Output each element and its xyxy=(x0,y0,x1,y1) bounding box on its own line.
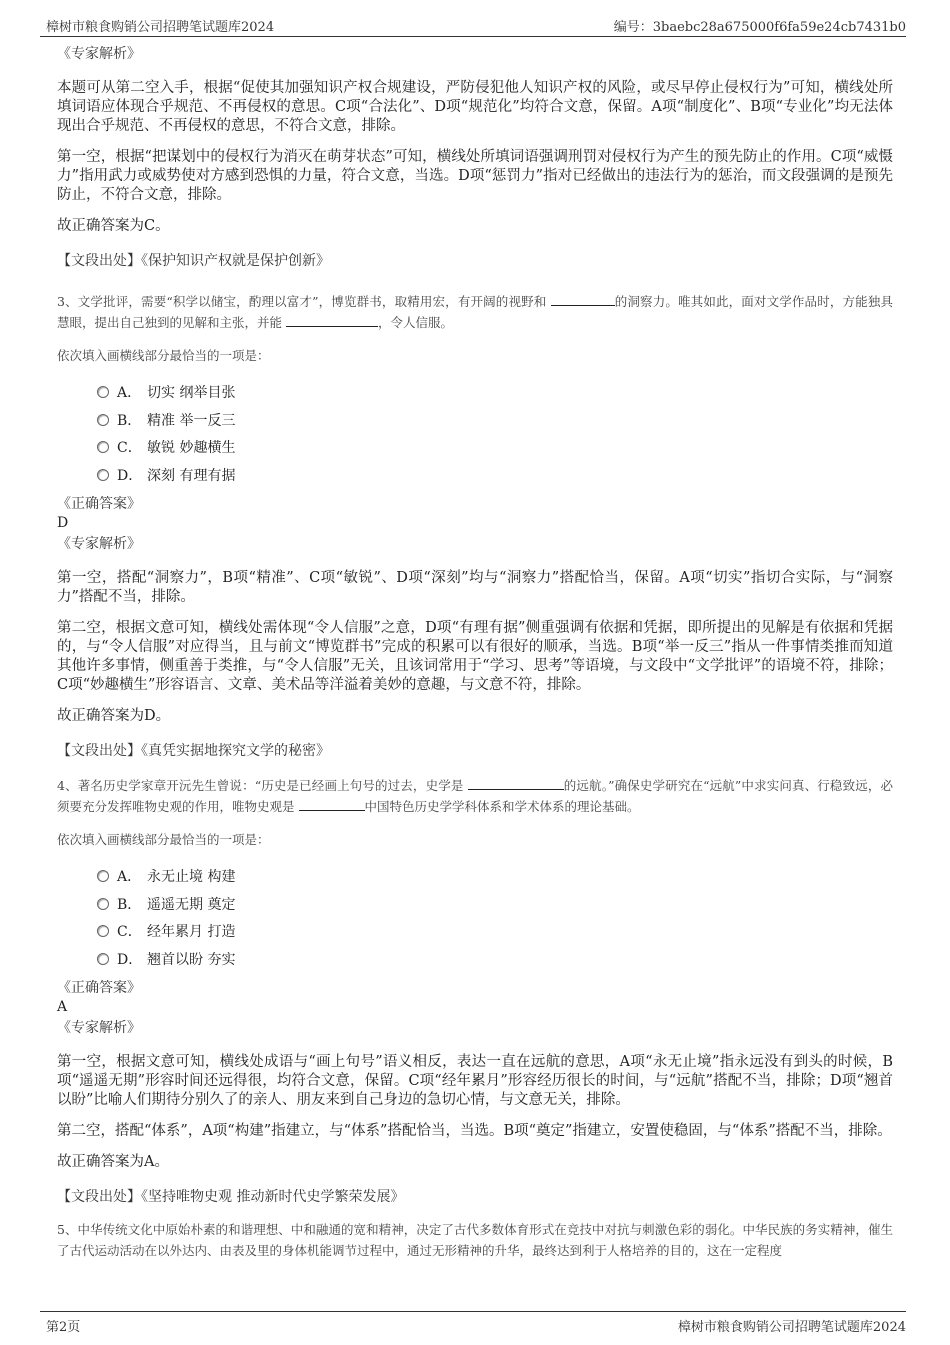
radio-icon[interactable] xyxy=(97,386,109,398)
analysis-paragraph: 本题可从第二空入手，根据“促使其加强知识产权合规建设，严防侵犯他人知识产权的风险，或尽早停止侵权行为”可知，横线处所填词语应体现合乎规范、不再侵权的意思。C项“合法化”、D项“规范化”均符合文意，保留。A项“制度化”、B项“专业化”均无法体现出合乎规范、不再侵权的意思，不符合文意，排除。 xyxy=(57,80,893,134)
analysis-conclusion: 故正确答案为C。 xyxy=(57,218,170,234)
footer-title: 樟树市粮食购销公司招聘笔试题库2024 xyxy=(677,1320,906,1335)
radio-icon[interactable] xyxy=(97,469,109,481)
option-c[interactable]: C． 敏锐 妙趣横生 xyxy=(97,435,893,463)
page-number: 第2页 xyxy=(46,1320,81,1335)
question-4-stem: 4、著名历史学家章开沅先生曾说：“历史是已经画上句号的过去，史学是 的远航。”确保史学研究在“远航”中求实问真、行稳致远，必须要充分发挥唯物史观的作用，唯物史观是 中国特色历史学学科体系和学术体系的理论基础。 xyxy=(57,778,893,814)
correct-answer: D xyxy=(57,515,69,531)
page-header xyxy=(40,14,906,37)
radio-icon[interactable] xyxy=(97,441,109,453)
expert-analysis-label: 《专家解析》 xyxy=(57,1020,141,1036)
option-b[interactable]: B． 遥遥无期 奠定 xyxy=(97,892,893,920)
question-3-prompt: 依次填入画横线部分最恰当的一项是： xyxy=(57,348,270,363)
fill-blank xyxy=(299,798,365,811)
question-4-options xyxy=(97,864,893,974)
analysis-paragraph: 第二空，根据文意可知，横线处需体现“令人信服”之意，D项“有理有据”侧重强调有依据和凭据，即所提出的见解是有依据和凭据的，与“令人信服”对应得当，且与前文“博览群书”完成的积累可以有很好的顺承，当选。B项“举一反三”指从一件事情类推而知道其他许多事情，侧重善于类推，与“令人信服”无关，且该词常用于“学习、思考”等语境，与文段中“文学批评”的语境不符，排除；C项“妙趣横生”形容语言、文章、美术品等洋溢着美妙的意趣，与文意不符，排除。 xyxy=(57,620,893,693)
analysis-paragraph: 第一空，搭配“洞察力”，B项“精准”、C项“敏锐”、D项“深刻”均与“洞察力”搭配恰当，保留。A项“切实”指切合实际，与“洞察力”搭配不当，排除。 xyxy=(57,570,893,605)
page-content xyxy=(57,44,893,1261)
page-footer xyxy=(40,1311,906,1336)
expert-analysis-label: 《专家解析》 xyxy=(57,536,141,552)
analysis-paragraph: 第二空，搭配“体系”，A项“构建”指建立，与“体系”搭配恰当，当选。B项“奠定”指建立，安置使稳固，与“体系”搭配不当，排除。 xyxy=(57,1123,892,1139)
question-5-stem: 5、中华传统文化中原始朴素的和谐理想、中和融通的宽和精神，决定了古代多数体育形式在竞技中对抗与刺激色彩的弱化。中华民族的务实精神，催生了古代运动活动在以外达内、由表及里的身体机能调节过程中，通过无形精神的升华，最终达到利于人格培养的目的，这在一定程度 xyxy=(57,1222,893,1258)
option-a[interactable]: A． 切实 纲举目张 xyxy=(97,380,893,408)
analysis-paragraph: 第一空，根据文意可知，横线处成语与“画上句号”语义相反，表达一直在远航的意思，A项“永无止境”指永远没有到头的时候，B项“遥遥无期”形容时间还远得很，均符合文意，保留。C项“经年累月”形容经历很长的时间，与“远航”搭配不当，排除；D项“翘首以盼”比喻人们期待分别久了的亲人、朋友来到自己身边的急切心情，与文意无关，排除。 xyxy=(57,1054,893,1108)
header-doc-id: 编号：3baebc28a675000f6fa59e24cb7431b0 xyxy=(613,20,906,35)
radio-icon[interactable] xyxy=(97,925,109,937)
fill-blank xyxy=(286,314,378,327)
fill-blank xyxy=(551,293,615,306)
radio-icon[interactable] xyxy=(97,953,109,965)
option-d[interactable]: D． 深刻 有理有据 xyxy=(97,463,893,491)
correct-answer-label: 《正确答案》 xyxy=(57,980,141,996)
expert-analysis-label: 《专家解析》 xyxy=(57,46,141,62)
radio-icon[interactable] xyxy=(97,898,109,910)
source-citation: 【文段出处】《真凭实据地探究文学的秘密》 xyxy=(57,743,330,759)
correct-answer: A xyxy=(57,999,68,1015)
correct-answer-label: 《正确答案》 xyxy=(57,496,141,512)
header-title: 樟树市粮食购销公司招聘笔试题库2024 xyxy=(46,20,275,35)
option-d[interactable]: D． 翘首以盼 夯实 xyxy=(97,947,893,975)
fill-blank xyxy=(468,777,564,790)
option-c[interactable]: C． 经年累月 打造 xyxy=(97,919,893,947)
question-3-options xyxy=(97,380,893,490)
question-4-prompt: 依次填入画横线部分最恰当的一项是： xyxy=(57,832,270,847)
analysis-conclusion: 故正确答案为D。 xyxy=(57,708,171,724)
question-3-stem: 3、文学批评，需要“积学以储宝，酌理以富才”，博览群书，取精用宏，有开阔的视野和 的洞察力。唯其如此，面对文学作品时，方能独具慧眼，提出自己独到的见解和主张，并能 ，令人信服。 xyxy=(57,294,893,330)
radio-icon[interactable] xyxy=(97,870,109,882)
analysis-conclusion: 故正确答案为A。 xyxy=(57,1154,169,1170)
source-citation: 【文段出处】《保护知识产权就是保护创新》 xyxy=(57,253,330,269)
radio-icon[interactable] xyxy=(97,414,109,426)
option-b[interactable]: B． 精准 举一反三 xyxy=(97,408,893,436)
source-citation: 【文段出处】《坚持唯物史观 推动新时代史学繁荣发展》 xyxy=(57,1189,405,1205)
analysis-paragraph: 第一空，根据“把谋划中的侵权行为消灭在萌芽状态”可知，横线处所填词语强调刑罚对侵权行为产生的预先防止的作用。C项“威慑力”指用武力或威势使对方感到恐惧的力量，符合文意，当选。D项“惩罚力”指对已经做出的违法行为的惩治，而文段强调的是预先防止，不符合文意，排除。 xyxy=(57,149,893,203)
option-a[interactable]: A． 永无止境 构建 xyxy=(97,864,893,892)
